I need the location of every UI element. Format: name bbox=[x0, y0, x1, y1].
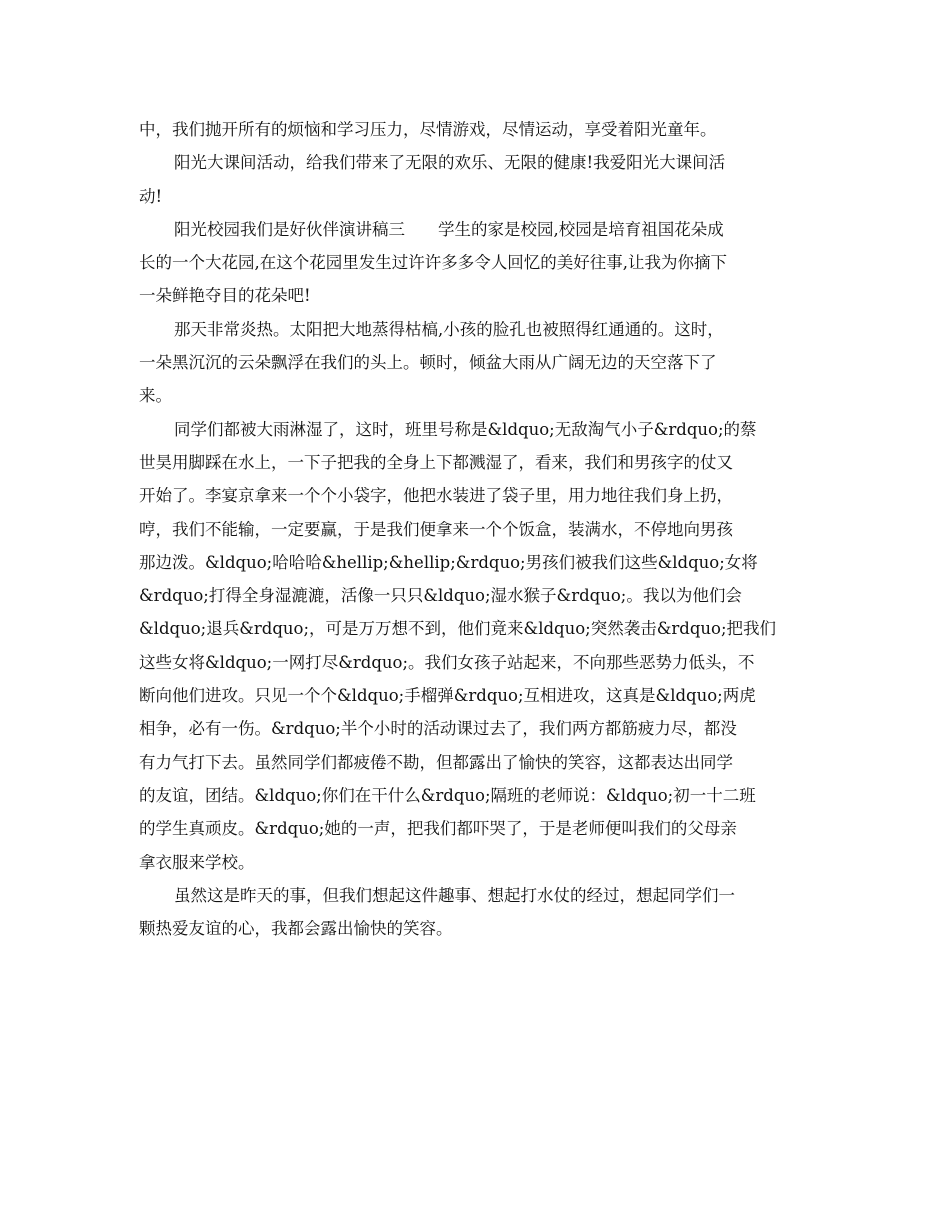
text-line: 有力气打下去。虽然同学们都疲倦不勘，但都露出了愉快的笑容，这都表达出同学 bbox=[139, 752, 733, 772]
text-line: 一朵鲜艳夺目的花朵吧! bbox=[139, 286, 311, 306]
text-line: 一朵黑沉沉的云朵飘浮在我们的头上。顿时，倾盆大雨从广阔无边的天空落下了 bbox=[139, 353, 717, 373]
text-line: 虽然这是昨天的事，但我们想起这件趣事、想起打水仗的经过，想起同学们一 bbox=[174, 885, 735, 905]
text-line: 颗热爱友谊的心，我都会露出愉快的笑容。 bbox=[139, 919, 453, 939]
text-line: 动! bbox=[139, 186, 163, 206]
text-line: &ldquo;退兵&rdquo;，可是万万想不到，他们竟来&ldquo;突然袭击&rdquo;把我们 bbox=[139, 619, 777, 639]
paragraph-2 bbox=[139, 146, 819, 213]
text-line: 开始了。李宴京拿来一个个小袋字，他把水装进了袋子里，用力地往我们身上扔， bbox=[139, 486, 733, 506]
text-line: 中，我们抛开所有的烦恼和学习压力，尽情游戏，尽情运动，享受着阳光童年。 bbox=[139, 120, 717, 139]
text-line: 的友谊，团结。&ldquo;你们在干什么&rdquo;隔班的老师说：&ldquo;初一十二班 bbox=[139, 785, 756, 805]
paragraph-4 bbox=[139, 313, 819, 413]
text-line: 相争，必有一伤。&rdquo;半个小时的活动课过去了，我们两方都筋疲力尽，都没 bbox=[139, 719, 737, 739]
text-line: 拿衣服来学校。 bbox=[139, 852, 255, 872]
text-line: 来。 bbox=[139, 386, 172, 406]
text-line: 这些女将&ldquo;一网打尽&rdquo;。我们女孩子站起来，不向那些恶势力低头，不 bbox=[139, 652, 755, 672]
text-line: 断向他们进攻。只见一个个&ldquo;手榴弹&rdquo;互相进攻，这真是&ldquo;两虎 bbox=[139, 686, 756, 706]
paragraph-6 bbox=[139, 879, 819, 946]
paragraph-5 bbox=[139, 413, 819, 879]
text-line: 阳光大课间活动，给我们带来了无限的欢乐、无限的健康!我爱阳光大课间活 bbox=[174, 153, 726, 173]
text-line: 同学们都被大雨淋湿了，这时，班里号称是&ldquo;无敌淘气小子&rdquo;的蔡 bbox=[174, 419, 757, 439]
document-body bbox=[139, 113, 819, 945]
text-line: 那边泼。&ldquo;哈哈哈&hellip;&hellip;&rdquo;男孩们被我们这些&ldquo;女将 bbox=[139, 552, 758, 572]
text-line: 那天非常炎热。太阳把大地蒸得枯槁,小孩的脸孔也被照得红通通的。这时， bbox=[174, 319, 724, 339]
text-line: 长的一个大花园,在这个花园里发生过许许多多令人回忆的美好往事,让我为你摘下 bbox=[139, 253, 727, 273]
text-line: 的学生真顽皮。&rdquo;她的一声，把我们都吓哭了，于是老师便叫我们的父母亲 bbox=[139, 819, 737, 839]
paragraph-1 bbox=[139, 113, 819, 146]
text-line: 世昊用脚踩在水上，一下子把我的全身上下都溅湿了，看来，我们和男孩字的仗又 bbox=[139, 452, 733, 472]
text-line: 阳光校园我们是好伙伴演讲稿三 学生的家是校园,校园是培育祖国花朵成 bbox=[174, 219, 724, 239]
text-line: 哼，我们不能输，一定要赢，于是我们便拿来一个个饭盒，装满水，不停地向男孩 bbox=[139, 519, 733, 539]
paragraph-3 bbox=[139, 213, 819, 313]
text-line: &rdquo;打得全身湿漉漉，活像一只只&ldquo;湿水猴子&rdquo;。我以为他们会 bbox=[139, 586, 742, 606]
